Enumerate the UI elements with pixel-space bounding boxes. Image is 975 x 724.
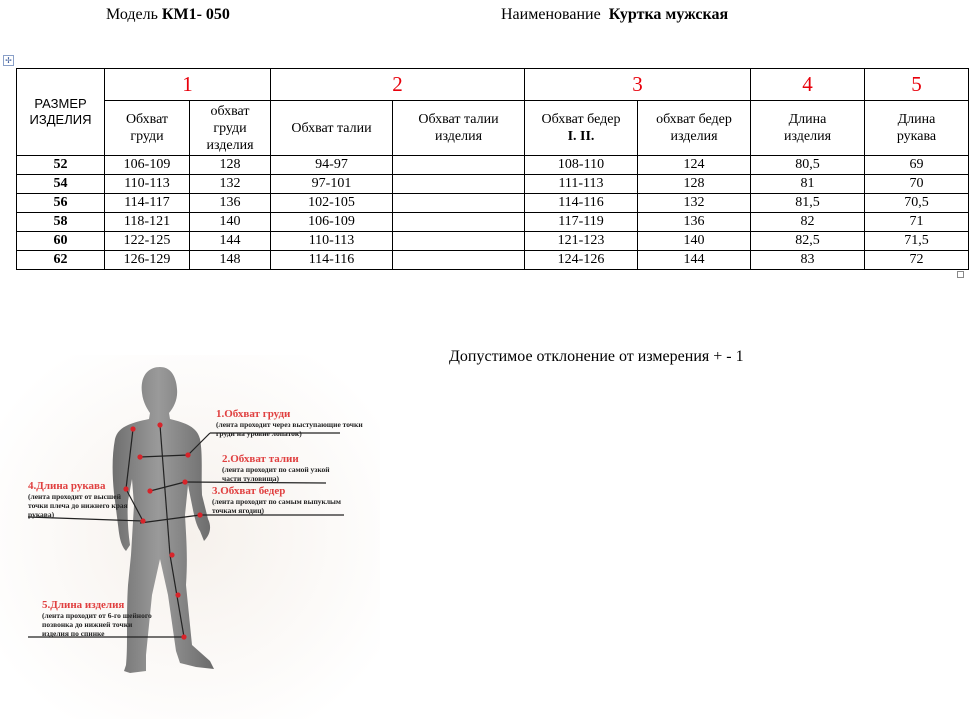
cell-length: 82,5	[751, 232, 865, 251]
col-hip-item: обхват бедер изделия	[638, 101, 751, 156]
size-header-cell: РАЗМЕР ИЗДЕЛИЯ	[17, 69, 105, 156]
cell-sleeve: 71,5	[865, 232, 969, 251]
cell-length: 83	[751, 251, 865, 270]
cell-size: 54	[17, 175, 105, 194]
table-row	[17, 232, 969, 251]
cell-sleeve: 70	[865, 175, 969, 194]
label-hips: 3.Обхват бедер (лента проходит по самым выпуклым точкам ягодиц)	[212, 485, 342, 515]
hip-sub: I. II.	[567, 129, 595, 144]
cell-size: 52	[17, 156, 105, 175]
cell-chest-item: 136	[190, 194, 271, 213]
cell-size: 62	[17, 251, 105, 270]
cell-waist-item	[393, 194, 525, 213]
cell-chest-item: 132	[190, 175, 271, 194]
cell-size: 60	[17, 232, 105, 251]
cell-waist: 106-109	[271, 213, 393, 232]
cell-chest: 122-125	[105, 232, 190, 251]
cell-hip: 111-113	[525, 175, 638, 194]
cell-hip-item: 132	[638, 194, 751, 213]
col-sleeve: Длина рукава	[865, 101, 969, 156]
col-waist-item: Обхват талии изделия	[393, 101, 525, 156]
label-chest: 1.Обхват груди (лента проходит через выступающие точки груди на уровне лопаток)	[216, 408, 363, 438]
table-row	[17, 213, 969, 232]
table-resize-handle[interactable]	[957, 271, 964, 278]
col-length: Длина изделия	[751, 101, 865, 156]
cell-waist: 97-101	[271, 175, 393, 194]
model-label: Модель	[106, 6, 158, 23]
col-waist: Обхват талии	[271, 101, 393, 156]
cell-length: 81,5	[751, 194, 865, 213]
table-row	[17, 175, 969, 194]
cell-chest: 106-109	[105, 156, 190, 175]
cell-hip: 114-116	[525, 194, 638, 213]
cell-sleeve: 70,5	[865, 194, 969, 213]
cell-hip: 124-126	[525, 251, 638, 270]
cell-chest-item: 144	[190, 232, 271, 251]
cell-hip-item: 136	[638, 213, 751, 232]
cell-size: 56	[17, 194, 105, 213]
cell-hip: 121-123	[525, 232, 638, 251]
col-hip: Обхват бедер I. II.	[525, 101, 638, 156]
cell-waist: 102-105	[271, 194, 393, 213]
cell-waist: 110-113	[271, 232, 393, 251]
cell-length: 81	[751, 175, 865, 194]
cell-hip-item: 140	[638, 232, 751, 251]
group-2: 2	[271, 69, 525, 101]
cell-chest-item: 148	[190, 251, 271, 270]
group-1: 1	[105, 69, 271, 101]
cell-hip: 108-110	[525, 156, 638, 175]
label-waist: 2.Обхват талии (лента проходит по самой узкой части туловища)	[222, 453, 330, 483]
measurement-figure	[0, 355, 380, 719]
cell-waist-item	[393, 213, 525, 232]
table-move-handle-icon[interactable]: ✢	[3, 55, 14, 66]
cell-chest: 118-121	[105, 213, 190, 232]
cell-waist-item	[393, 232, 525, 251]
table-row	[17, 156, 969, 175]
cell-chest-item: 140	[190, 213, 271, 232]
model-heading	[106, 6, 230, 24]
tolerance-note: Допустимое отклонение от измерения + - 1	[449, 348, 744, 365]
label-sleeve-length: 4.Длина рукава (лента проходит от высшей точки плеча до нижнего края рукава)	[28, 480, 128, 519]
table-row	[17, 194, 969, 213]
cell-waist-item	[393, 156, 525, 175]
cell-sleeve: 71	[865, 213, 969, 232]
col-chest-item: обхват груди изделия	[190, 101, 271, 156]
cell-hip: 117-119	[525, 213, 638, 232]
cell-chest: 114-117	[105, 194, 190, 213]
label-garment-length: 5.Длина изделия (лента проходит от 6-го шейного позвонка до нижней точки изделия по спинке	[42, 599, 152, 638]
cell-waist-item	[393, 251, 525, 270]
cell-chest-item: 128	[190, 156, 271, 175]
cell-length: 80,5	[751, 156, 865, 175]
product-name-heading	[501, 6, 728, 24]
cell-size: 58	[17, 213, 105, 232]
cell-hip-item: 124	[638, 156, 751, 175]
table-row	[17, 251, 969, 270]
cell-hip-item: 144	[638, 251, 751, 270]
group-5: 5	[865, 69, 969, 101]
name-label: Наименование	[501, 6, 601, 23]
cell-waist: 114-116	[271, 251, 393, 270]
group-3: 3	[525, 69, 751, 101]
cell-hip-item: 128	[638, 175, 751, 194]
cell-sleeve: 69	[865, 156, 969, 175]
size-table	[16, 68, 969, 270]
col-chest: Обхват груди	[105, 101, 190, 156]
cell-waist-item	[393, 175, 525, 194]
cell-chest: 110-113	[105, 175, 190, 194]
name-value: Куртка мужская	[608, 6, 729, 23]
model-value: КМ1- 050	[161, 6, 230, 23]
cell-length: 82	[751, 213, 865, 232]
cell-chest: 126-129	[105, 251, 190, 270]
group-4: 4	[751, 69, 865, 101]
cell-waist: 94-97	[271, 156, 393, 175]
cell-sleeve: 72	[865, 251, 969, 270]
